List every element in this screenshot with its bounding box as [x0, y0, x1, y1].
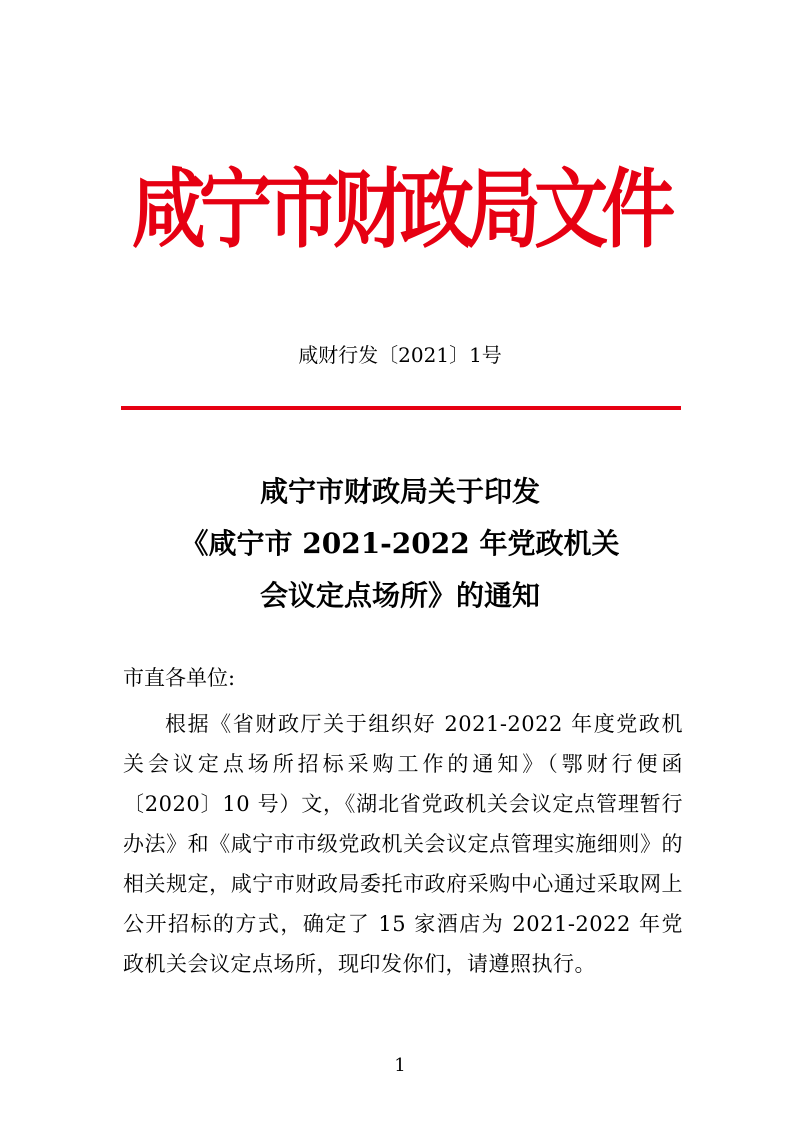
notice-title — [0, 466, 800, 622]
page-number: 1 — [394, 1055, 406, 1076]
agency-document-header: 咸宁市财政局文件 — [131, 159, 669, 260]
body-paragraph: 根据《省财政厅关于组织好 2021-2022 年度党政机关会议定点场所招标采购工作的通知》（鄂财行便函〔2020〕10 号）文，《湖北省党政机关会议定点管理暂行办法》和《咸宁市市级党政机关会议定点管理实施细则》的相关规定，咸宁市财政局委托市政府采购中心通过采取网上公开招标的方式，确定了 15 家酒店为 2021-2022 年党政机关会议定点场所，现印发你们，请遵照执行。 — [123, 712, 683, 976]
notice-body — [123, 658, 683, 984]
notice-title-line-1: 咸宁市财政局关于印发 — [259, 475, 540, 508]
document-number: 咸财行发〔2021〕1号 — [298, 343, 502, 367]
salutation: 市直各单位: — [123, 666, 236, 690]
notice-title-line-3: 会议定点场所》的通知 — [259, 579, 540, 612]
notice-title-line-2: 《咸宁市 2021-2022 年党政机关 — [180, 527, 620, 560]
red-divider-line — [121, 406, 681, 410]
